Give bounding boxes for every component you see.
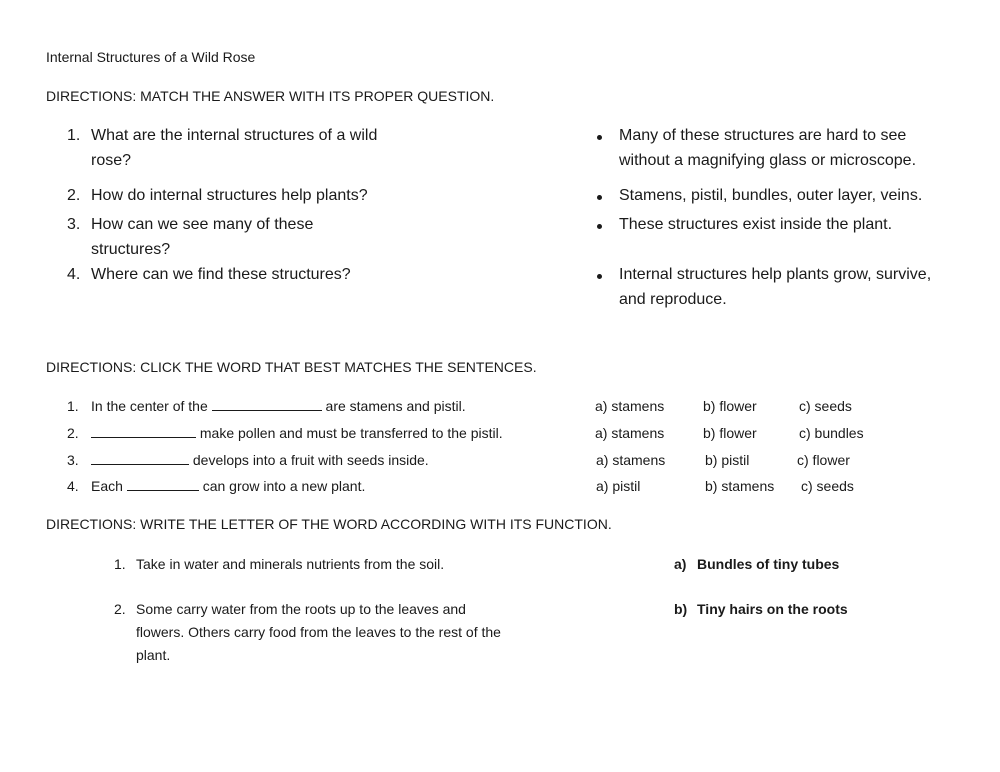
- question-text: How do internal structures help plants?: [91, 187, 368, 204]
- sentence-number: 2.: [67, 425, 79, 441]
- sentence-text: make pollen and must be transferred to the pistil.: [196, 425, 503, 441]
- function-number: 1.: [114, 556, 126, 572]
- question-text: How can we see many of these: [91, 216, 314, 233]
- sentence-text: can grow into a new plant.: [198, 478, 366, 494]
- option-a[interactable]: a) stamens: [595, 398, 665, 414]
- answer-text[interactable]: Many of these structures are hard to see: [619, 127, 907, 144]
- sentence-text: are stamens and pistil.: [321, 398, 466, 414]
- bullet-icon: [597, 274, 602, 279]
- function-text: Some carry water from the roots up to the leaves and: [136, 601, 466, 617]
- section1-directions: DIRECTIONS: MATCH THE ANSWER WITH ITS PROPER QUESTION.: [46, 88, 495, 104]
- option-b[interactable]: b) flower: [703, 425, 757, 441]
- option-a[interactable]: a) stamens: [595, 425, 665, 441]
- page-title: Internal Structures of a Wild Rose: [46, 49, 256, 65]
- sentence: [91, 478, 365, 494]
- question-number: 1.: [67, 127, 81, 144]
- option-b[interactable]: b) flower: [703, 398, 757, 414]
- option-b[interactable]: b) pistil: [705, 452, 750, 468]
- option-c[interactable]: c) flower: [797, 452, 850, 468]
- section2-directions: DIRECTIONS: CLICK THE WORD THAT BEST MATCHES THE SENTENCES.: [46, 359, 537, 375]
- sentence-text: In the center of the: [91, 398, 212, 414]
- sentence: [91, 398, 466, 414]
- question-text: rose?: [91, 152, 132, 169]
- question-text: Where can we find these structures?: [91, 266, 351, 283]
- bullet-icon: [597, 195, 602, 200]
- sentence-number: 3.: [67, 452, 79, 468]
- option-c[interactable]: c) seeds: [799, 398, 852, 414]
- option-b[interactable]: b) stamens: [705, 478, 775, 494]
- answer-blank: [91, 425, 196, 438]
- function-text: flowers. Others carry food from the leaves to the rest of the: [136, 624, 501, 640]
- bullet-icon: [597, 224, 602, 229]
- sentence-text: Each: [91, 478, 127, 494]
- answer-blank: [127, 478, 199, 491]
- question-text: What are the internal structures of a wild: [91, 127, 378, 144]
- section3-directions: DIRECTIONS: WRITE THE LETTER OF THE WORD ACCORDING WITH ITS FUNCTION.: [46, 516, 612, 532]
- answer-text[interactable]: These structures exist inside the plant.: [619, 216, 893, 233]
- sentence-number: 4.: [67, 478, 79, 494]
- sentence: [91, 425, 503, 441]
- option-c[interactable]: c) bundles: [799, 425, 864, 441]
- sentence-number: 1.: [67, 398, 79, 414]
- answer-text[interactable]: Internal structures help plants grow, survive,: [619, 266, 932, 283]
- word-text: Bundles of tiny tubes: [697, 556, 840, 572]
- sentence-text: develops into a fruit with seeds inside.: [189, 452, 429, 468]
- answer-text[interactable]: and reproduce.: [619, 291, 727, 308]
- function-text: Take in water and minerals nutrients from the soil.: [136, 556, 445, 572]
- question-number: 2.: [67, 187, 81, 204]
- sentence: [91, 452, 429, 468]
- option-c[interactable]: c) seeds: [801, 478, 854, 494]
- option-a[interactable]: a) stamens: [596, 452, 666, 468]
- question-number: 3.: [67, 216, 81, 233]
- answer-text[interactable]: without a magnifying glass or microscope.: [619, 152, 917, 169]
- answer-text[interactable]: Stamens, pistil, bundles, outer layer, veins.: [619, 187, 923, 204]
- question-text: structures?: [91, 241, 171, 258]
- answer-blank: [212, 398, 322, 411]
- question-number: 4.: [67, 266, 81, 283]
- word-letter: b): [674, 601, 688, 617]
- function-number: 2.: [114, 601, 126, 617]
- bullet-icon: [597, 135, 602, 140]
- word-text: Tiny hairs on the roots: [697, 601, 848, 617]
- function-text: plant.: [136, 647, 171, 663]
- word-letter: a): [674, 556, 687, 572]
- option-a[interactable]: a) pistil: [596, 478, 641, 494]
- answer-blank: [91, 452, 189, 465]
